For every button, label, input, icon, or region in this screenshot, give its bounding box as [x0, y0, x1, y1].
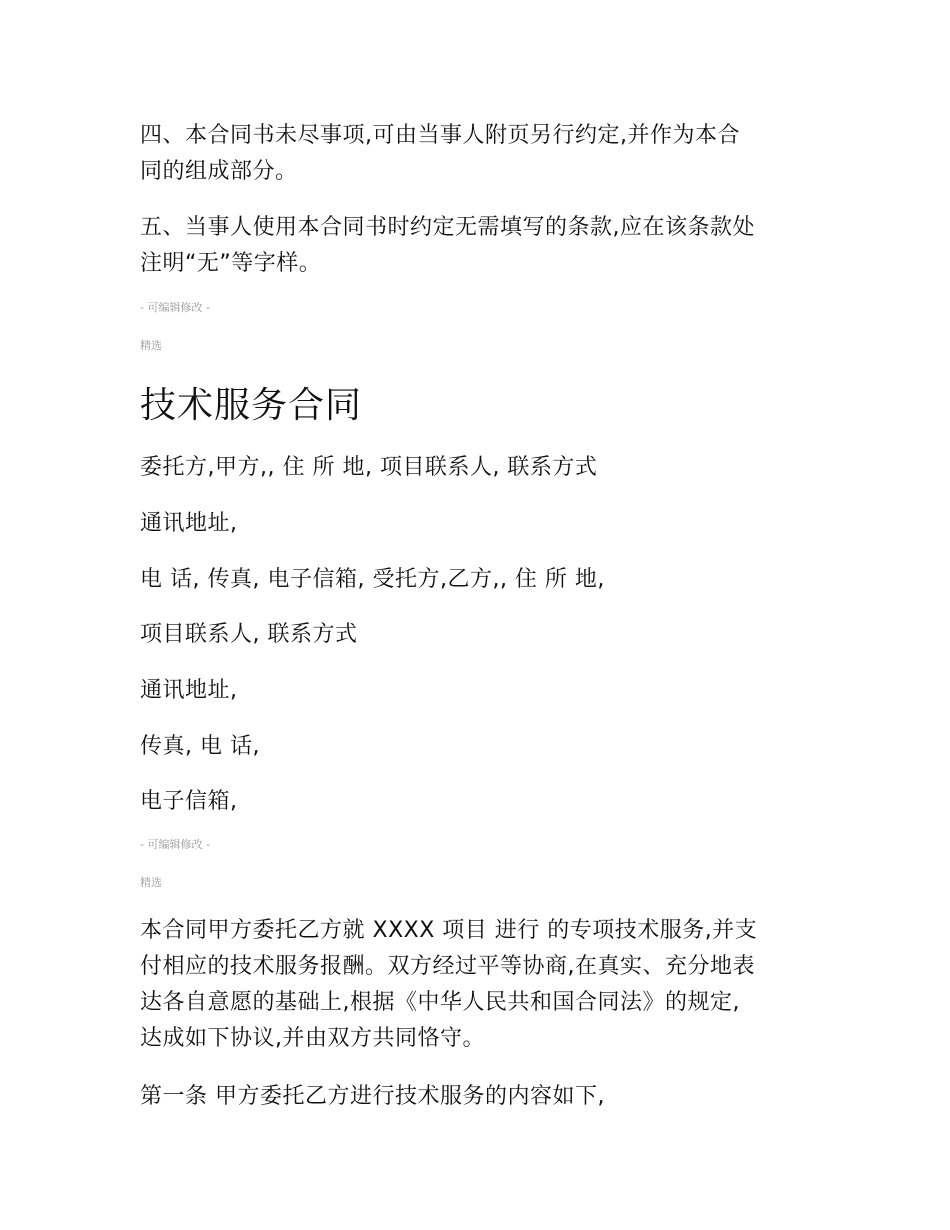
party-line-6: 传真, 电 话,: [140, 734, 260, 759]
party-line-5: 通讯地址,: [140, 678, 238, 703]
clause-five-line-2: 注明“无”等字样。: [140, 251, 322, 276]
selected-watermark: 精选: [140, 339, 162, 352]
party-line-4: 项目联系人, 联系方式: [140, 622, 358, 647]
party-line-1: 委托方,甲方,, 住 所 地, 项目联系人, 联系方式: [140, 455, 598, 480]
party-line-7: 电子信箱,: [140, 789, 238, 814]
party-line-3: 电 话, 传真, 电子信箱, 受托方,乙方,, 住 所 地,: [140, 567, 605, 592]
clause-four-line-1: 四、本合同书未尽事项,可由当事人附页另行约定,并作为本合: [140, 123, 740, 148]
selected-watermark-2: 精选: [140, 876, 162, 889]
intro-paragraph: [140, 913, 830, 1057]
article-one: 第一条 甲方委托乙方进行技术服务的内容如下,: [140, 1084, 605, 1109]
document-title: 技术服务合同: [140, 385, 363, 426]
clause-five-paragraph: [140, 210, 830, 282]
intro-line-1: 本合同甲方委托乙方就 XXXX 项目 进行 的专项技术服务,并支: [140, 918, 758, 943]
editable-watermark-2: - 可编辑修改 -: [140, 838, 210, 851]
clause-four-paragraph: [140, 118, 830, 190]
intro-line-2: 付相应的技术服务报酬。双方经过平等协商,在真实、充分地表: [140, 954, 755, 979]
editable-watermark: - 可编辑修改 -: [140, 301, 210, 314]
clause-four-line-2: 同的组成部分。: [140, 159, 298, 184]
intro-line-3: 达各自意愿的基础上,根据《中华人民共和国合同法》的规定,: [140, 990, 740, 1015]
party-line-2: 通讯地址,: [140, 511, 238, 536]
intro-line-4: 达成如下协议,并由双方共同恪守。: [140, 1026, 485, 1051]
clause-five-line-1: 五、当事人使用本合同书时约定无需填写的条款,应在该条款处: [140, 215, 755, 240]
